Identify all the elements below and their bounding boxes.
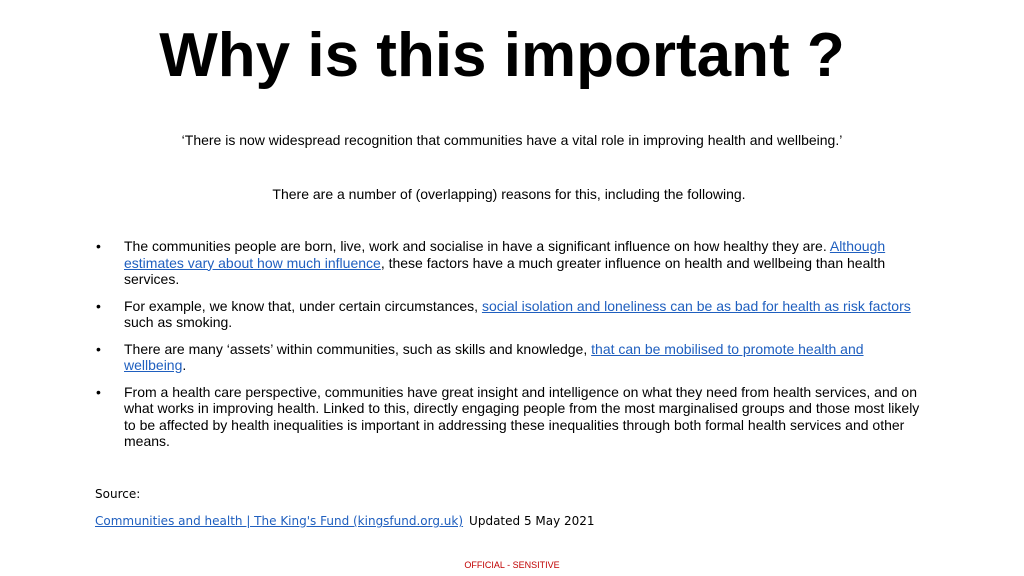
- community-assets-link[interactable]: that can be mobilised to promote health and wellbeing: [124, 340, 864, 373]
- bullet-text: There are many ‘assets’ within communities, such as skills and knowledge,: [124, 340, 592, 357]
- classification-footer: OFFICIAL - SENSITIVE: [464, 560, 560, 570]
- bullet-icon: •: [96, 297, 101, 314]
- quote-text: ‘There is now widespread recognition that communities have a vital role in improving health and wellbeing.’: [181, 132, 843, 148]
- bullet-text: , these factors have a much greater influence on health and wellbeing than health services.: [124, 254, 886, 287]
- source-updated-date: Updated 5 May 2021: [469, 514, 595, 528]
- bullet-text: The communities people are born, live, work and socialise in have a significant influence on how healthy they are.: [124, 238, 830, 254]
- list-item: [96, 384, 926, 450]
- slide-title: Why is this important ?: [159, 21, 845, 90]
- bullet-text: For example, we know that, under certain circumstances,: [124, 297, 482, 314]
- intro-text: There are a number of (overlapping) reasons for this, including the following.: [272, 186, 746, 202]
- kings-fund-source-link[interactable]: Communities and health | The King's Fund (kingsfund.org.uk): [95, 514, 464, 528]
- source-line: [95, 513, 595, 529]
- bullet-text: From a health care perspective, communities have great insight and intelligence on what they need from health services, and on what works in improving health. Linked to this, directly engaging people from the most marginalised groups and those most likely to be affected by health inequalities is important in addressing these inequalities through both formal health services and other means.: [124, 383, 920, 449]
- list-item: [96, 341, 926, 374]
- influence-estimates-link[interactable]: Although estimates vary about how much influence: [124, 238, 886, 271]
- list-item: [96, 238, 926, 288]
- bullet-icon: •: [96, 238, 101, 254]
- list-item: [96, 298, 926, 331]
- bullet-text: .: [182, 357, 187, 373]
- bullet-icon: •: [96, 383, 101, 400]
- reasons-list: [96, 238, 926, 460]
- bullet-text: such as smoking.: [124, 314, 233, 330]
- source-label: Source:: [95, 487, 141, 501]
- bullet-icon: •: [96, 340, 101, 357]
- social-isolation-link[interactable]: social isolation and loneliness can be as bad for health as risk factors: [481, 297, 911, 314]
